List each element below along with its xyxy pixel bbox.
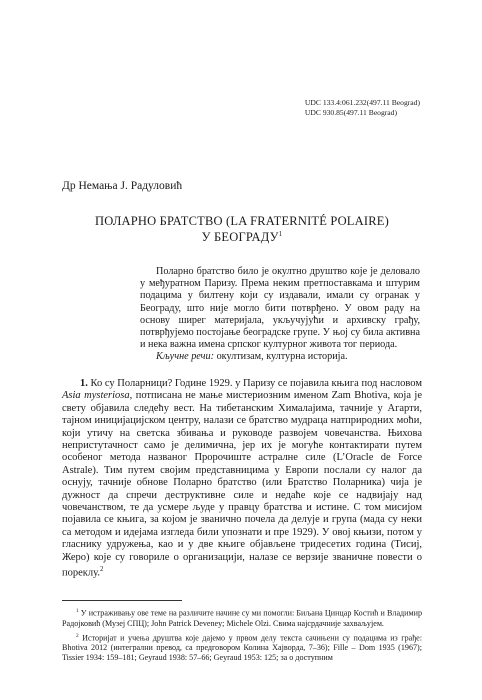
body-text (62, 378, 422, 580)
body-text-c: , потписана не мање мистериозним именом Zam Bhotiva, која је свету објавила следећу вест. На тибетанским Хималајима, тачније у Агарти, тајном иницијацијском центру, налази се братство мудраца натприродних моћи, који утичу на светска збивања и руководе развојем човечанства. Њихова непристутачност само је делимична, јер их је могуће контактирати путем особеног метода названог Пророчиште астралне силе (L’Oracle de Force Astrale). Тим путем својим представницима у Европи послали су налог да оснују, тачније обнове Поларно братство (или Братство Поларника) чија је дужност да спречи деструктивне силе и недаће које се надвијају над човечанством, те да усмере људе у правцу братства и истине. С том мисијом појавила се књига, за којом је званично почела да делује и група (мада су неки са методом и идејама изгледа били упознати и пре 1929). У овој књизи, потом у гласнику удружења, као и у две књиге објављене тридесетих година (Тисиј, Жеро) које су говориле о организацији, налазе се верзије званичне повести о пореклу. (62, 390, 423, 579)
title-line-1: ПОЛАРНО БРАТСТВО (LA FRATERNITÉ POLAIRE) (95, 214, 389, 228)
body-paragraph (62, 378, 422, 580)
section-number: 1. (80, 378, 88, 389)
author-name: Др Немања Ј. Радуловић (62, 180, 183, 192)
title-line-2 (62, 228, 422, 244)
abstract-text: Поларно братство било је окултно друштво које је деловало у међуратном Паризу. Према неким претпоставкама и штурим подацима у билтену који су издавали, имали су огранак у Београду, што није могло бити потврђено. У овом раду на основу ширег материјала, укључујући и архивску грађу, потврђујемо постојање београдске групе. У њој су била активна и нека важна имена српског културног живота тог периода. (140, 266, 420, 351)
udc-line-2: UDC 930.85(497.11 Beograd) (304, 107, 398, 117)
udc-classification (305, 98, 420, 117)
keywords (140, 351, 420, 363)
title-line-2-text: У БЕОГРАДУ (201, 230, 279, 245)
footnote-2 (62, 631, 422, 664)
footnote-2-text: Историјат и учења друштва које дајемо у првом делу текста сачињени су подацима из грађе: Bhotiva 2012 (интегрални превод, са предговором Колина Хајворда, 7–36); Fille – Dom 1935 (1967); Tissier 1934: 159–181; Geyraud 1938: 57–66; Geyraud 1953: 125; за о доступним (62, 633, 422, 663)
book-title: Asia mysteriosa (62, 390, 130, 402)
article-title (62, 215, 422, 244)
title-footnote-marker[interactable]: 1 (278, 230, 283, 238)
footnote-1-mark: 1 (76, 608, 79, 614)
udc-line-1: UDC 133.4:061.232(497.11 Beograd) (304, 98, 420, 107)
footnote-1-text: У истраживању ове теме на различите начине су ми помогли: Биљана Цинцар Костић и Владимир Радојковић (Музеј СПЦ); John Patrick Deveney; Michele Olzi. Свима најсрдачније захваљујем. (62, 608, 422, 628)
abstract (140, 266, 420, 364)
keywords-label: Кључне речи: (156, 351, 215, 363)
footnote-1 (62, 606, 422, 629)
body-footnote-marker[interactable]: 2 (99, 566, 104, 574)
footnote-2-mark: 2 (76, 632, 79, 639)
footnotes (62, 606, 422, 665)
keywords-text: окултизам, културна историја. (214, 351, 348, 363)
footnote-divider (62, 600, 182, 601)
body-text-a: Ко су Поларници? Године 1929. у Паризу се појавила књига под насловом (87, 378, 422, 389)
